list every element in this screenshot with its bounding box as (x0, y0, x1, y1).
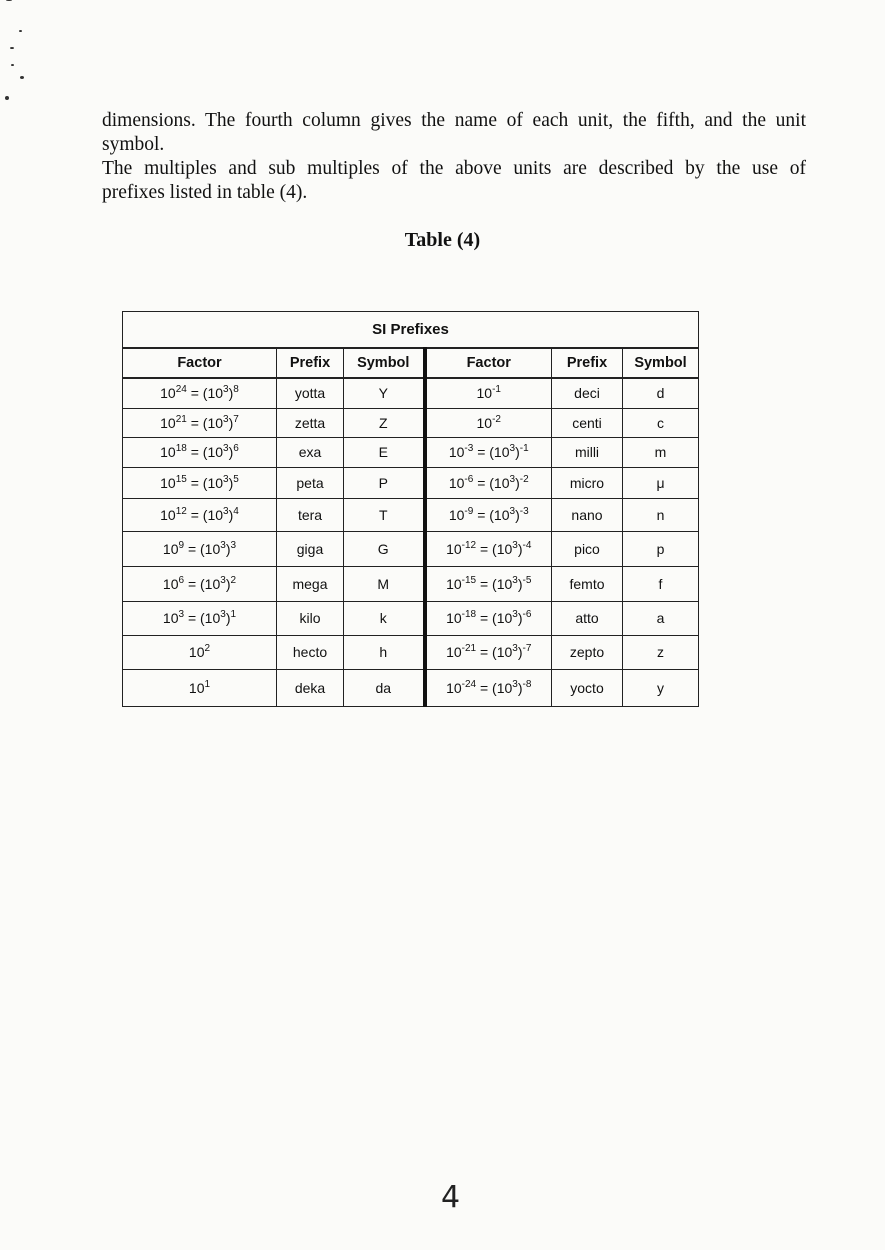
factor-exponent: 3 (512, 539, 518, 551)
factor-exponent: -3 (464, 443, 474, 454)
factor-base: 10 (446, 679, 462, 696)
body-paragraph (102, 157, 806, 205)
factor-exponent: 3 (223, 443, 229, 454)
factor-exponent: 3 (512, 574, 518, 586)
factor-exponent: 3 (512, 643, 518, 654)
factor-exponent: 3 (512, 609, 518, 620)
factor-exponent: -7 (522, 643, 532, 654)
page-number: 4 (441, 1180, 461, 1215)
factor-cell (123, 669, 277, 706)
symbol-cell: k (344, 601, 425, 635)
factor-equiv: = (10 (186, 506, 224, 523)
factor-exponent: 3 (509, 473, 516, 485)
factor-exponent: -24 (461, 678, 477, 690)
table-row (123, 498, 699, 531)
factor-base: 10 (476, 385, 493, 402)
factor-exponent: 6 (178, 574, 185, 586)
factor-exponent: 3 (178, 609, 185, 620)
factor-base: 10 (188, 644, 205, 660)
factor-paren: ) (517, 540, 523, 557)
symbol-cell: y (623, 669, 699, 706)
factor-exponent: 3 (220, 574, 226, 586)
symbol-cell: T (344, 498, 425, 531)
prefix-cell: yotta (277, 378, 344, 408)
symbol-cell: P (344, 467, 425, 498)
symbol-cell: n (623, 498, 699, 531)
factor-base: 10 (162, 575, 179, 592)
paragraph-line: symbol. (102, 134, 165, 155)
factor-exponent: 3 (220, 539, 226, 551)
factor-paren: ) (225, 540, 231, 557)
factor-exponent: 15 (175, 473, 187, 485)
factor-paren: ) (517, 610, 523, 626)
factor-exponent: 6 (233, 443, 239, 454)
table-row (123, 378, 699, 408)
symbol-cell: μ (623, 467, 699, 498)
prefix-cell: tera (277, 498, 344, 531)
factor-cell (425, 437, 552, 467)
factor-paren: ) (515, 474, 520, 491)
factor-exponent: 3 (220, 609, 226, 620)
symbol-cell: z (623, 635, 699, 669)
factor-base: 10 (446, 610, 462, 626)
paragraph-line: The multiples and sub multiples of the above units are described by the use of (102, 158, 806, 179)
prefix-cell: femto (552, 566, 623, 601)
factor-exponent: -8 (522, 678, 532, 690)
factor-exponent: -2 (519, 473, 529, 485)
prefix-cell: milli (552, 437, 623, 467)
table-row (123, 467, 699, 498)
prefix-cell: zepto (552, 635, 623, 669)
paragraph-line: dimensions. The fourth column gives the name of each unit, the fifth, and the unit (102, 110, 806, 131)
factor-base: 10 (160, 474, 176, 491)
factor-equiv: = (10 (184, 540, 221, 557)
si-prefixes-table (122, 311, 699, 707)
factor-exponent: 3 (230, 539, 237, 551)
factor-cell (425, 408, 552, 437)
factor-base: 10 (160, 444, 176, 460)
factor-cell (425, 669, 552, 706)
column-header: Prefix (552, 348, 623, 378)
factor-exponent: -6 (464, 473, 474, 485)
factor-base: 10 (446, 644, 462, 660)
factor-paren: ) (515, 506, 520, 523)
factor-exponent: -21 (461, 643, 477, 654)
column-header: Symbol (344, 348, 425, 378)
factor-paren: ) (517, 679, 523, 696)
factor-exponent: -6 (522, 609, 532, 620)
factor-paren: ) (228, 385, 234, 402)
factor-equiv: = (10 (184, 610, 221, 626)
factor-cell (123, 437, 277, 467)
factor-exponent: 1 (230, 609, 237, 620)
scan-speck (10, 47, 14, 49)
factor-cell (425, 498, 552, 531)
factor-equiv: = (10 (473, 474, 510, 491)
prefix-cell: deka (277, 669, 344, 706)
prefix-cell: yocto (552, 669, 623, 706)
prefix-cell: exa (277, 437, 344, 467)
table-row (123, 566, 699, 601)
factor-base: 10 (160, 414, 176, 431)
factor-cell (425, 467, 552, 498)
symbol-cell: m (623, 437, 699, 467)
paragraph-line: prefixes listed in table (4). (102, 182, 308, 203)
scan-speck (5, 96, 9, 100)
factor-exponent: -15 (461, 574, 477, 586)
symbol-cell: d (623, 378, 699, 408)
factor-base: 10 (476, 414, 493, 431)
table-row (123, 669, 699, 706)
factor-base: 10 (448, 506, 465, 523)
factor-cell (425, 635, 552, 669)
factor-paren: ) (228, 414, 234, 431)
factor-base: 10 (160, 506, 176, 523)
factor-cell (123, 531, 277, 566)
factor-base: 10 (160, 385, 176, 402)
factor-cell (123, 467, 277, 498)
table-caption: Table (4) (404, 229, 481, 251)
factor-cell (123, 601, 277, 635)
factor-equiv: = (10 (186, 444, 224, 460)
factor-exponent: 9 (178, 539, 185, 551)
factor-exponent: 3 (509, 505, 516, 517)
factor-cell (425, 566, 552, 601)
factor-paren: ) (517, 575, 523, 592)
factor-exponent: 7 (233, 413, 239, 425)
factor-exponent: -1 (492, 384, 501, 396)
factor-cell (425, 378, 552, 408)
table-row (123, 635, 699, 669)
factor-cell (425, 601, 552, 635)
factor-base: 10 (448, 474, 465, 491)
factor-equiv: = (10 (186, 385, 224, 402)
factor-cell (123, 498, 277, 531)
factor-exponent: -9 (464, 505, 474, 517)
factor-cell (123, 635, 277, 669)
factor-equiv: = (10 (476, 679, 513, 696)
prefix-cell: nano (552, 498, 623, 531)
prefix-cell: peta (277, 467, 344, 498)
factor-exponent: -18 (461, 609, 477, 620)
factor-exponent: 4 (233, 505, 239, 517)
prefix-cell: hecto (277, 635, 344, 669)
scan-speck (20, 76, 24, 79)
scan-speck (6, 0, 12, 1)
factor-equiv: = (10 (476, 610, 513, 626)
factor-exponent: 21 (175, 413, 187, 425)
table-header-row (123, 348, 699, 378)
factor-paren: ) (225, 610, 231, 626)
prefix-cell: deci (552, 378, 623, 408)
symbol-cell: a (623, 601, 699, 635)
symbol-cell: c (623, 408, 699, 437)
prefix-cell: mega (277, 566, 344, 601)
factor-paren: ) (225, 575, 231, 592)
factor-exponent: 3 (512, 678, 518, 690)
factor-base: 10 (446, 575, 462, 592)
factor-equiv: = (10 (473, 444, 510, 460)
factor-exponent: 12 (175, 505, 187, 517)
prefix-cell: pico (552, 531, 623, 566)
prefix-cell: kilo (277, 601, 344, 635)
factor-paren: ) (517, 644, 523, 660)
column-header: Factor (123, 348, 277, 378)
factor-equiv: = (10 (186, 414, 224, 431)
factor-paren: ) (515, 444, 520, 460)
factor-base: 10 (448, 444, 465, 460)
symbol-cell: f (623, 566, 699, 601)
factor-exponent: 24 (175, 384, 187, 396)
symbol-cell: E (344, 437, 425, 467)
factor-equiv: = (10 (186, 474, 224, 491)
factor-exponent: 3 (509, 443, 516, 454)
scan-speck (19, 30, 22, 32)
factor-exponent: -4 (522, 539, 532, 551)
factor-exponent: 2 (230, 574, 237, 586)
table-row (123, 437, 699, 467)
factor-base: 10 (446, 540, 462, 557)
table-row (123, 408, 699, 437)
prefix-cell: micro (552, 467, 623, 498)
factor-exponent: 5 (233, 473, 239, 485)
factor-paren: ) (228, 444, 234, 460)
column-header: Symbol (623, 348, 699, 378)
factor-equiv: = (10 (476, 644, 513, 660)
factor-cell (123, 566, 277, 601)
prefix-cell: centi (552, 408, 623, 437)
factor-equiv: = (10 (184, 575, 221, 592)
symbol-cell: da (344, 669, 425, 706)
prefix-cell: giga (277, 531, 344, 566)
symbol-cell: p (623, 531, 699, 566)
symbol-cell: G (344, 531, 425, 566)
factor-cell (123, 378, 277, 408)
prefix-cell: zetta (277, 408, 344, 437)
factor-base: 10 (162, 610, 179, 626)
table-row (123, 531, 699, 566)
table-row (123, 601, 699, 635)
factor-exponent: 2 (204, 643, 211, 654)
scan-speck (11, 64, 14, 66)
factor-exponent: 8 (233, 384, 239, 396)
factor-exponent: -5 (522, 574, 532, 586)
symbol-cell: Y (344, 378, 425, 408)
column-header: Prefix (277, 348, 344, 378)
factor-exponent: 1 (204, 678, 211, 690)
factor-equiv: = (10 (473, 506, 510, 523)
column-header: Factor (425, 348, 552, 378)
factor-paren: ) (228, 474, 234, 491)
symbol-cell: M (344, 566, 425, 601)
factor-cell (123, 408, 277, 437)
body-paragraph (102, 109, 806, 157)
table-title: SI Prefixes (123, 312, 699, 349)
symbol-cell: h (344, 635, 425, 669)
factor-exponent: -1 (519, 443, 529, 454)
factor-exponent: 3 (223, 505, 229, 517)
factor-equiv: = (10 (476, 540, 513, 557)
factor-exponent: 18 (175, 443, 187, 454)
factor-exponent: 3 (223, 384, 229, 396)
factor-equiv: = (10 (476, 575, 513, 592)
factor-exponent: -12 (461, 539, 477, 551)
factor-exponent: -2 (492, 413, 501, 425)
factor-paren: ) (228, 506, 234, 523)
factor-exponent: -3 (519, 505, 529, 517)
prefix-cell: atto (552, 601, 623, 635)
factor-cell (425, 531, 552, 566)
symbol-cell: Z (344, 408, 425, 437)
factor-exponent: 3 (223, 413, 229, 425)
factor-base: 10 (162, 540, 179, 557)
factor-exponent: 3 (223, 473, 229, 485)
factor-base: 10 (188, 679, 205, 696)
